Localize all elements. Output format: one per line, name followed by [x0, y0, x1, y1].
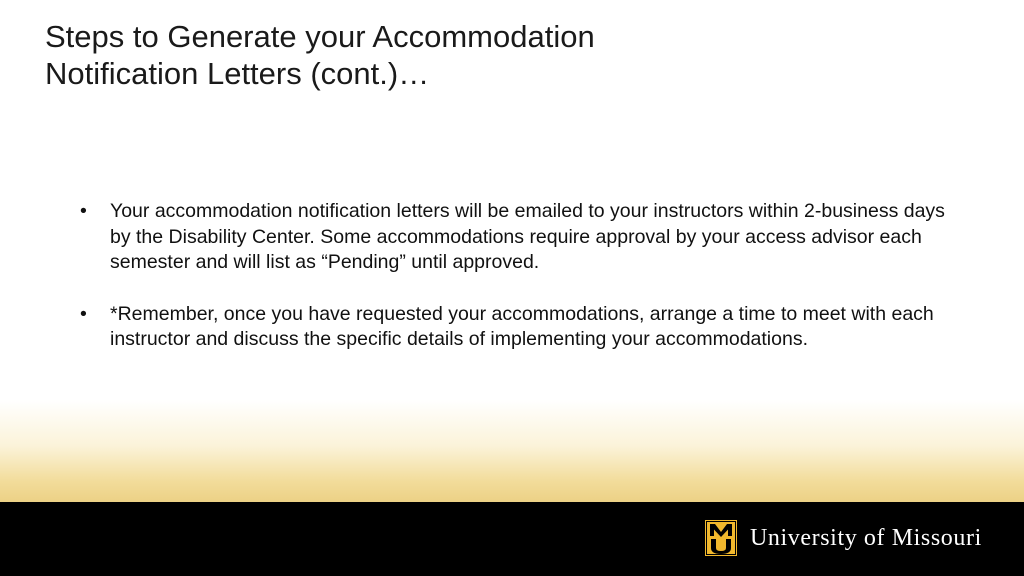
bullet-text: Your accommodation notification letters will be emailed to your instructors within 2-business days by the Disability Center. Some accommodations require approval by your access advisor each semester and will list as “Pending” until approved. [110, 200, 945, 274]
bullet-marker: • [80, 200, 87, 222]
bullet-text: *Remember, once you have requested your accommodations, arrange a time to meet with each instructor and discuss the specific details of implementing your accommodations. [110, 302, 934, 351]
title-line-1: Steps to Generate your Accommodation [45, 19, 595, 54]
title-line-2: Notification Letters (cont.)… [45, 56, 430, 91]
gold-gradient-band [0, 400, 1024, 502]
bullet-item [80, 199, 950, 276]
university-name: University of Missouri [750, 524, 982, 551]
page-title [45, 18, 745, 92]
bullet-marker: • [80, 302, 87, 325]
mu-shield-logo-icon [705, 520, 737, 556]
university-logo [705, 519, 982, 557]
bullet-item [80, 302, 950, 353]
bullet-list [80, 199, 950, 379]
